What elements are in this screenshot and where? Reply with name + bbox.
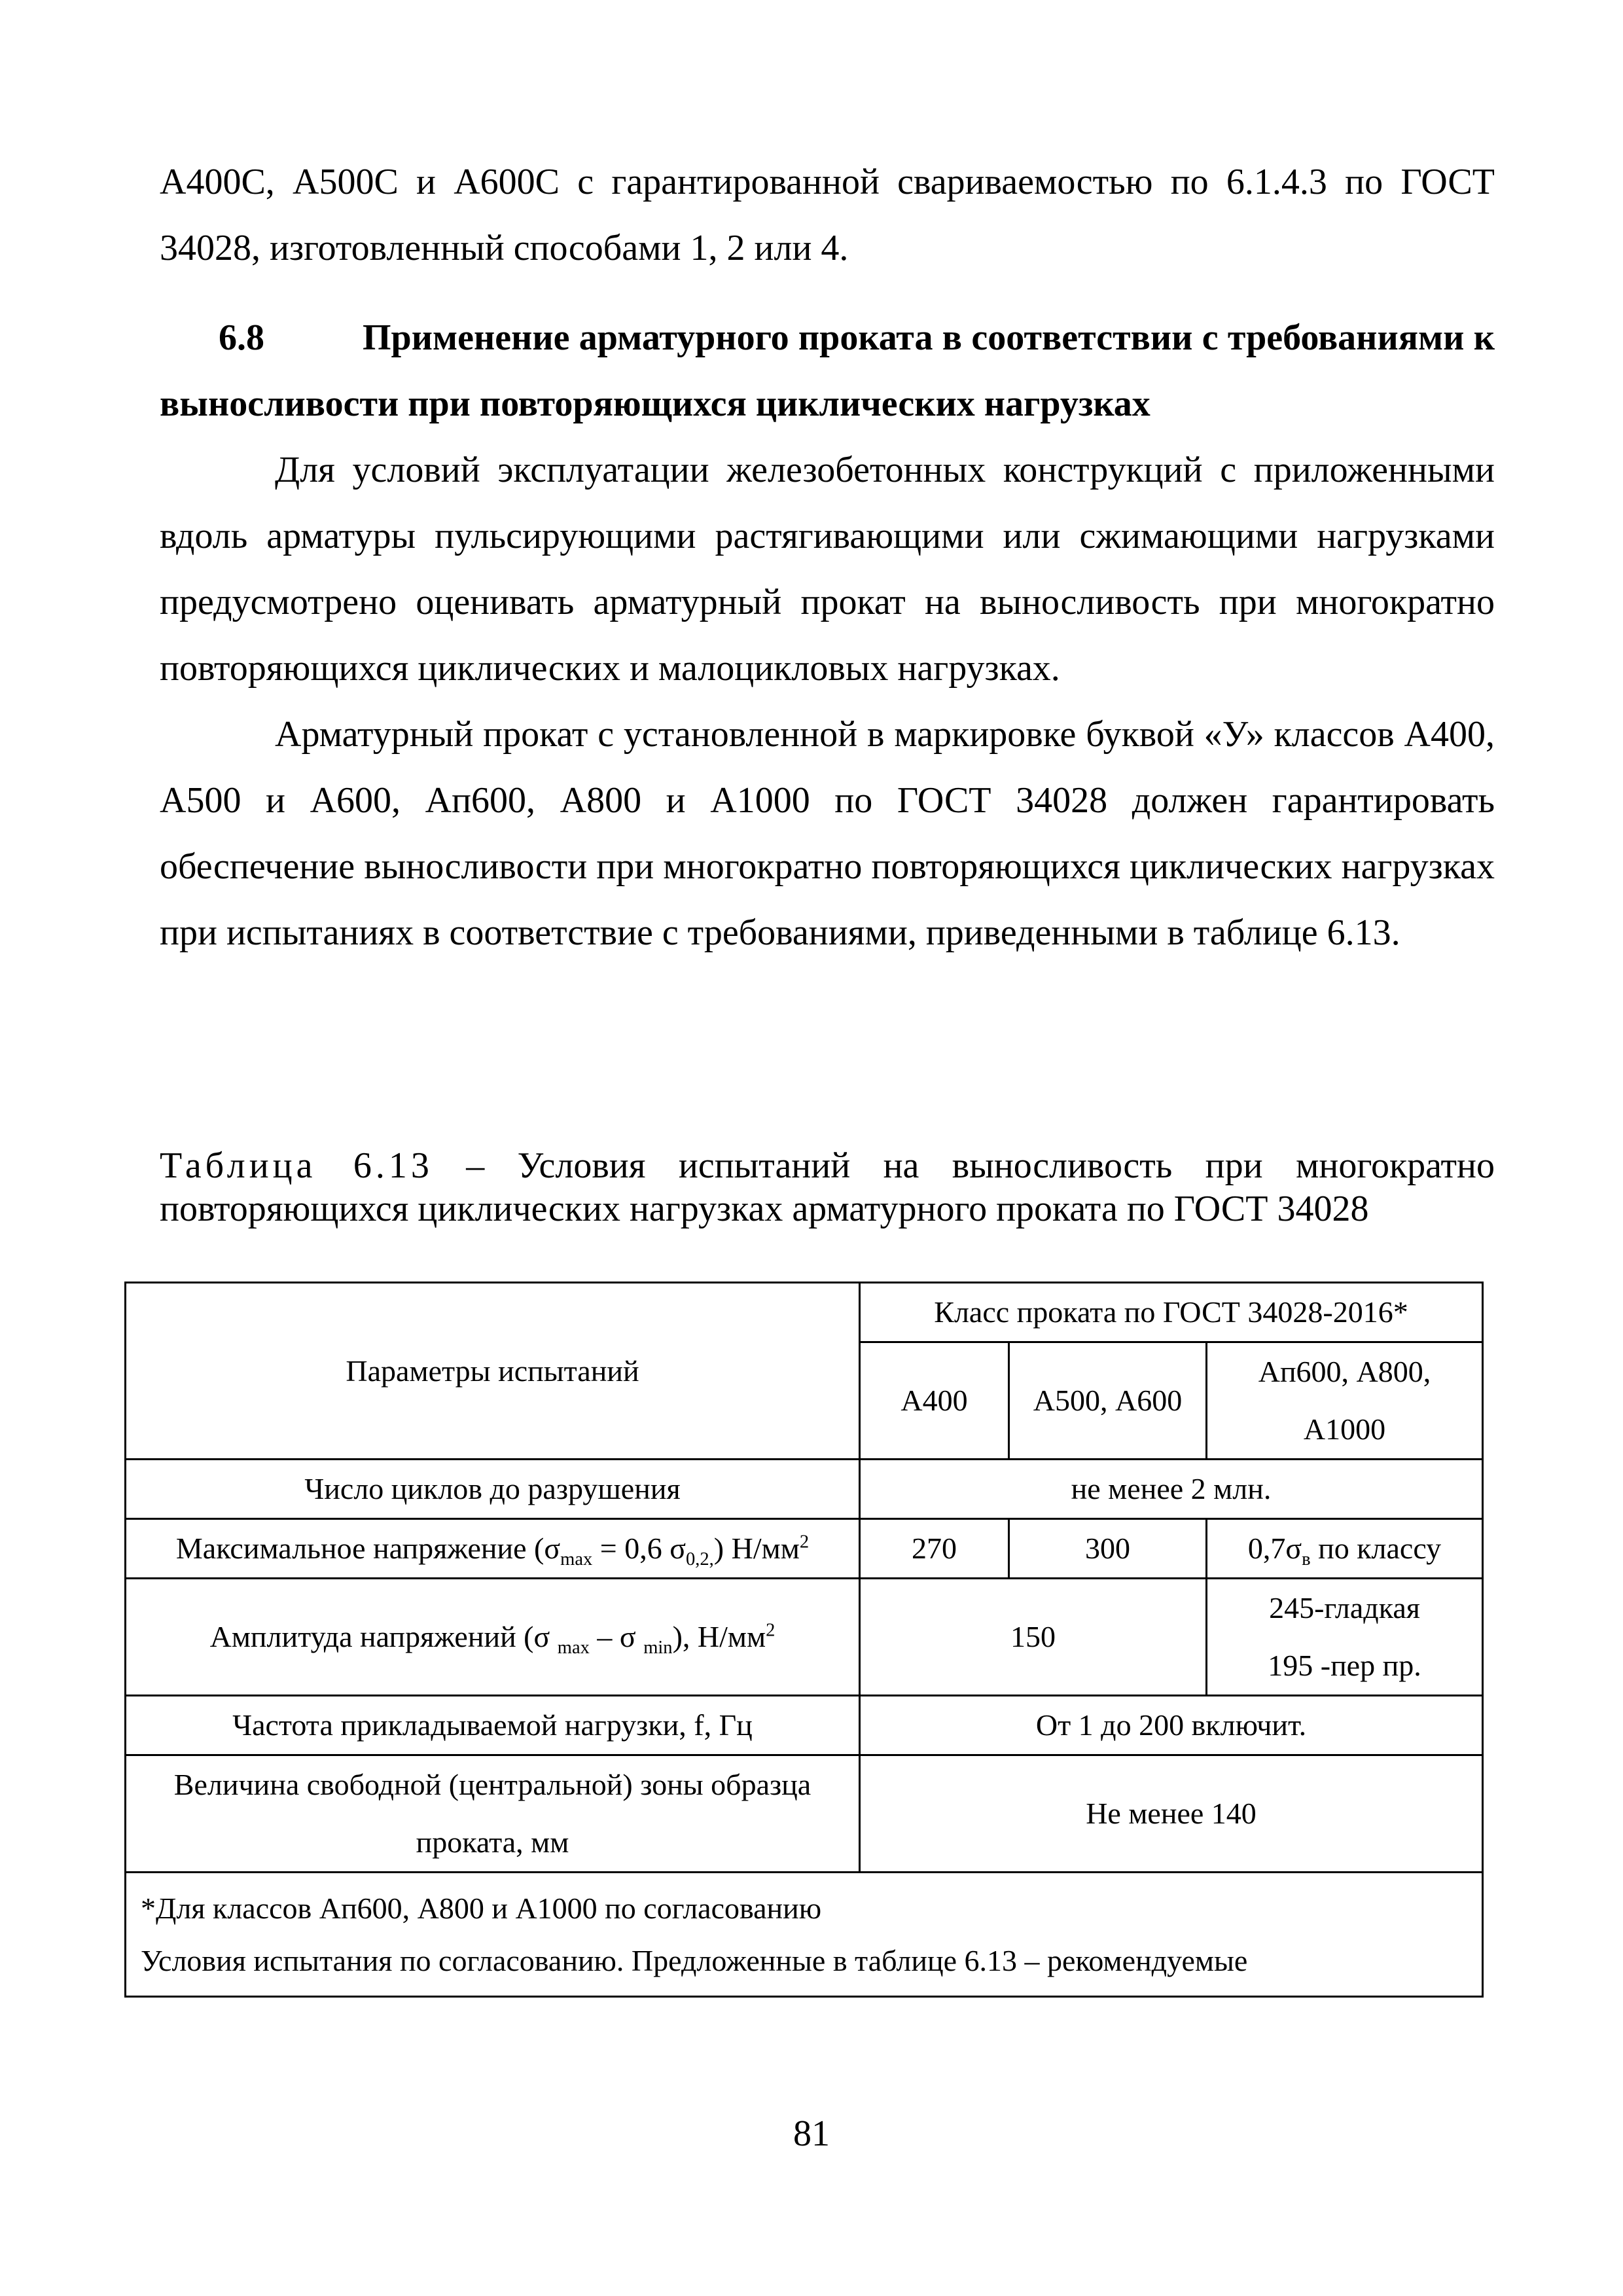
paragraph-2: Арматурный прокат с установленной в маркировке буквой «У» классов А400, А500 и А600, Ап600, А800 и А1000 по ГОСТ 34028 должен гарантировать обеспечение выносливости при многократно повторяющихся циклических нагрузках при испытаниях в соответствие с требованиями, приведенными в таблице 6.13. (160, 714, 1495, 953)
col-ap600-a800-a1000 (1207, 1342, 1483, 1460)
intro-text (160, 149, 1495, 281)
footnote-2: Условия испытания по согласованию. Предложенные в таблице 6.13 – рекомендуемые (141, 1943, 1248, 1977)
section-heading (160, 305, 1495, 437)
row-free-zone-value: Не менее 140 (860, 1755, 1483, 1873)
table-caption (160, 1144, 1495, 1230)
page-number: 81 (793, 2113, 830, 2154)
test-conditions-table (124, 1282, 1484, 1998)
paragraph-1: Для условий эксплуатации железобетонных конструкций с приложенными вдоль арматуры пульсирующими растягивающими или сжимающими нагрузками предусмотрено оценивать арматурный прокат на выносливость при многократно повторяющихся циклических и малоцикловых нагрузках. (160, 450, 1495, 689)
row-cycles-value: не менее 2 млн. (860, 1460, 1483, 1519)
table-caption-text: – Условия испытаний на выносливость при многократно повторяющихся циклических нагрузках арматурного проката по ГОСТ 34028 (160, 1145, 1495, 1229)
row-frequency-label: Частота прикладываемой нагрузки, f, Гц (126, 1696, 860, 1755)
param-header: Параметры испытаний (126, 1283, 860, 1460)
class-header: Класс проката по ГОСТ 34028-2016* (860, 1283, 1483, 1342)
row-amplitude-ribbed: 195 -пер пр. (1268, 1649, 1421, 1682)
table-row (126, 1579, 1483, 1696)
section-number: 6.8 (219, 317, 264, 358)
row-max-stress-a400: 270 (860, 1519, 1009, 1579)
row-amplitude-ap600 (1207, 1579, 1483, 1696)
col-ap600-line-1: Ап600, А800, (1258, 1355, 1431, 1388)
table-footnotes (126, 1873, 1483, 1997)
row-max-stress-label: Максимальное напряжение ($\sigma_{max} = 0,6$ $\sigma_{0,2,}$) $Н/мм^2$ (126, 1519, 860, 1579)
row-amplitude-smooth: 245-гладкая (1269, 1591, 1420, 1624)
row-free-zone-label: Величина свободной (центральной) зоны образца проката, мм (126, 1755, 860, 1873)
footnote-1: *Для классов Ап600, А800 и А1000 по согласованию (141, 1891, 822, 1925)
row-amplitude-label: Амплитуда напряжений (σ $_{max}$ – σ $_{min}$), $Н/мм^2$ (126, 1579, 860, 1696)
row-max-stress-ap600: $0,7\sigma_в$ по классу (1207, 1519, 1483, 1579)
col-a400: А400 (860, 1342, 1009, 1460)
table-row (126, 1755, 1483, 1873)
col-a500-a600: А500, А600 (1009, 1342, 1207, 1460)
body-text (160, 437, 1495, 966)
table-row (126, 1460, 1483, 1519)
table-row (126, 1519, 1483, 1579)
intro-line-1: А400С, А500С и А600С с гарантированной свариваемостью по 6.1.4.3 по ГОСТ (160, 162, 1495, 202)
row-frequency-value: От 1 до 200 включит. (860, 1696, 1483, 1755)
row-cycles-label: Число циклов до разрушения (126, 1460, 860, 1519)
row-amplitude-a400-a500: 150 (860, 1579, 1207, 1696)
table-caption-label: Таблица 6.13 (160, 1145, 433, 1186)
table-footnote-row (126, 1873, 1483, 1997)
col-ap600-line-2: А1000 (1303, 1412, 1386, 1446)
table-header-row (126, 1283, 1483, 1342)
section-title: Применение арматурного проката в соответствии с требованиями к выносливости при повторяющихся циклических нагрузках (160, 317, 1495, 424)
row-max-stress-a500: 300 (1009, 1519, 1207, 1579)
table-row (126, 1696, 1483, 1755)
intro-line-2: 34028, изготовленный способами 1, 2 или 4. (160, 228, 849, 268)
